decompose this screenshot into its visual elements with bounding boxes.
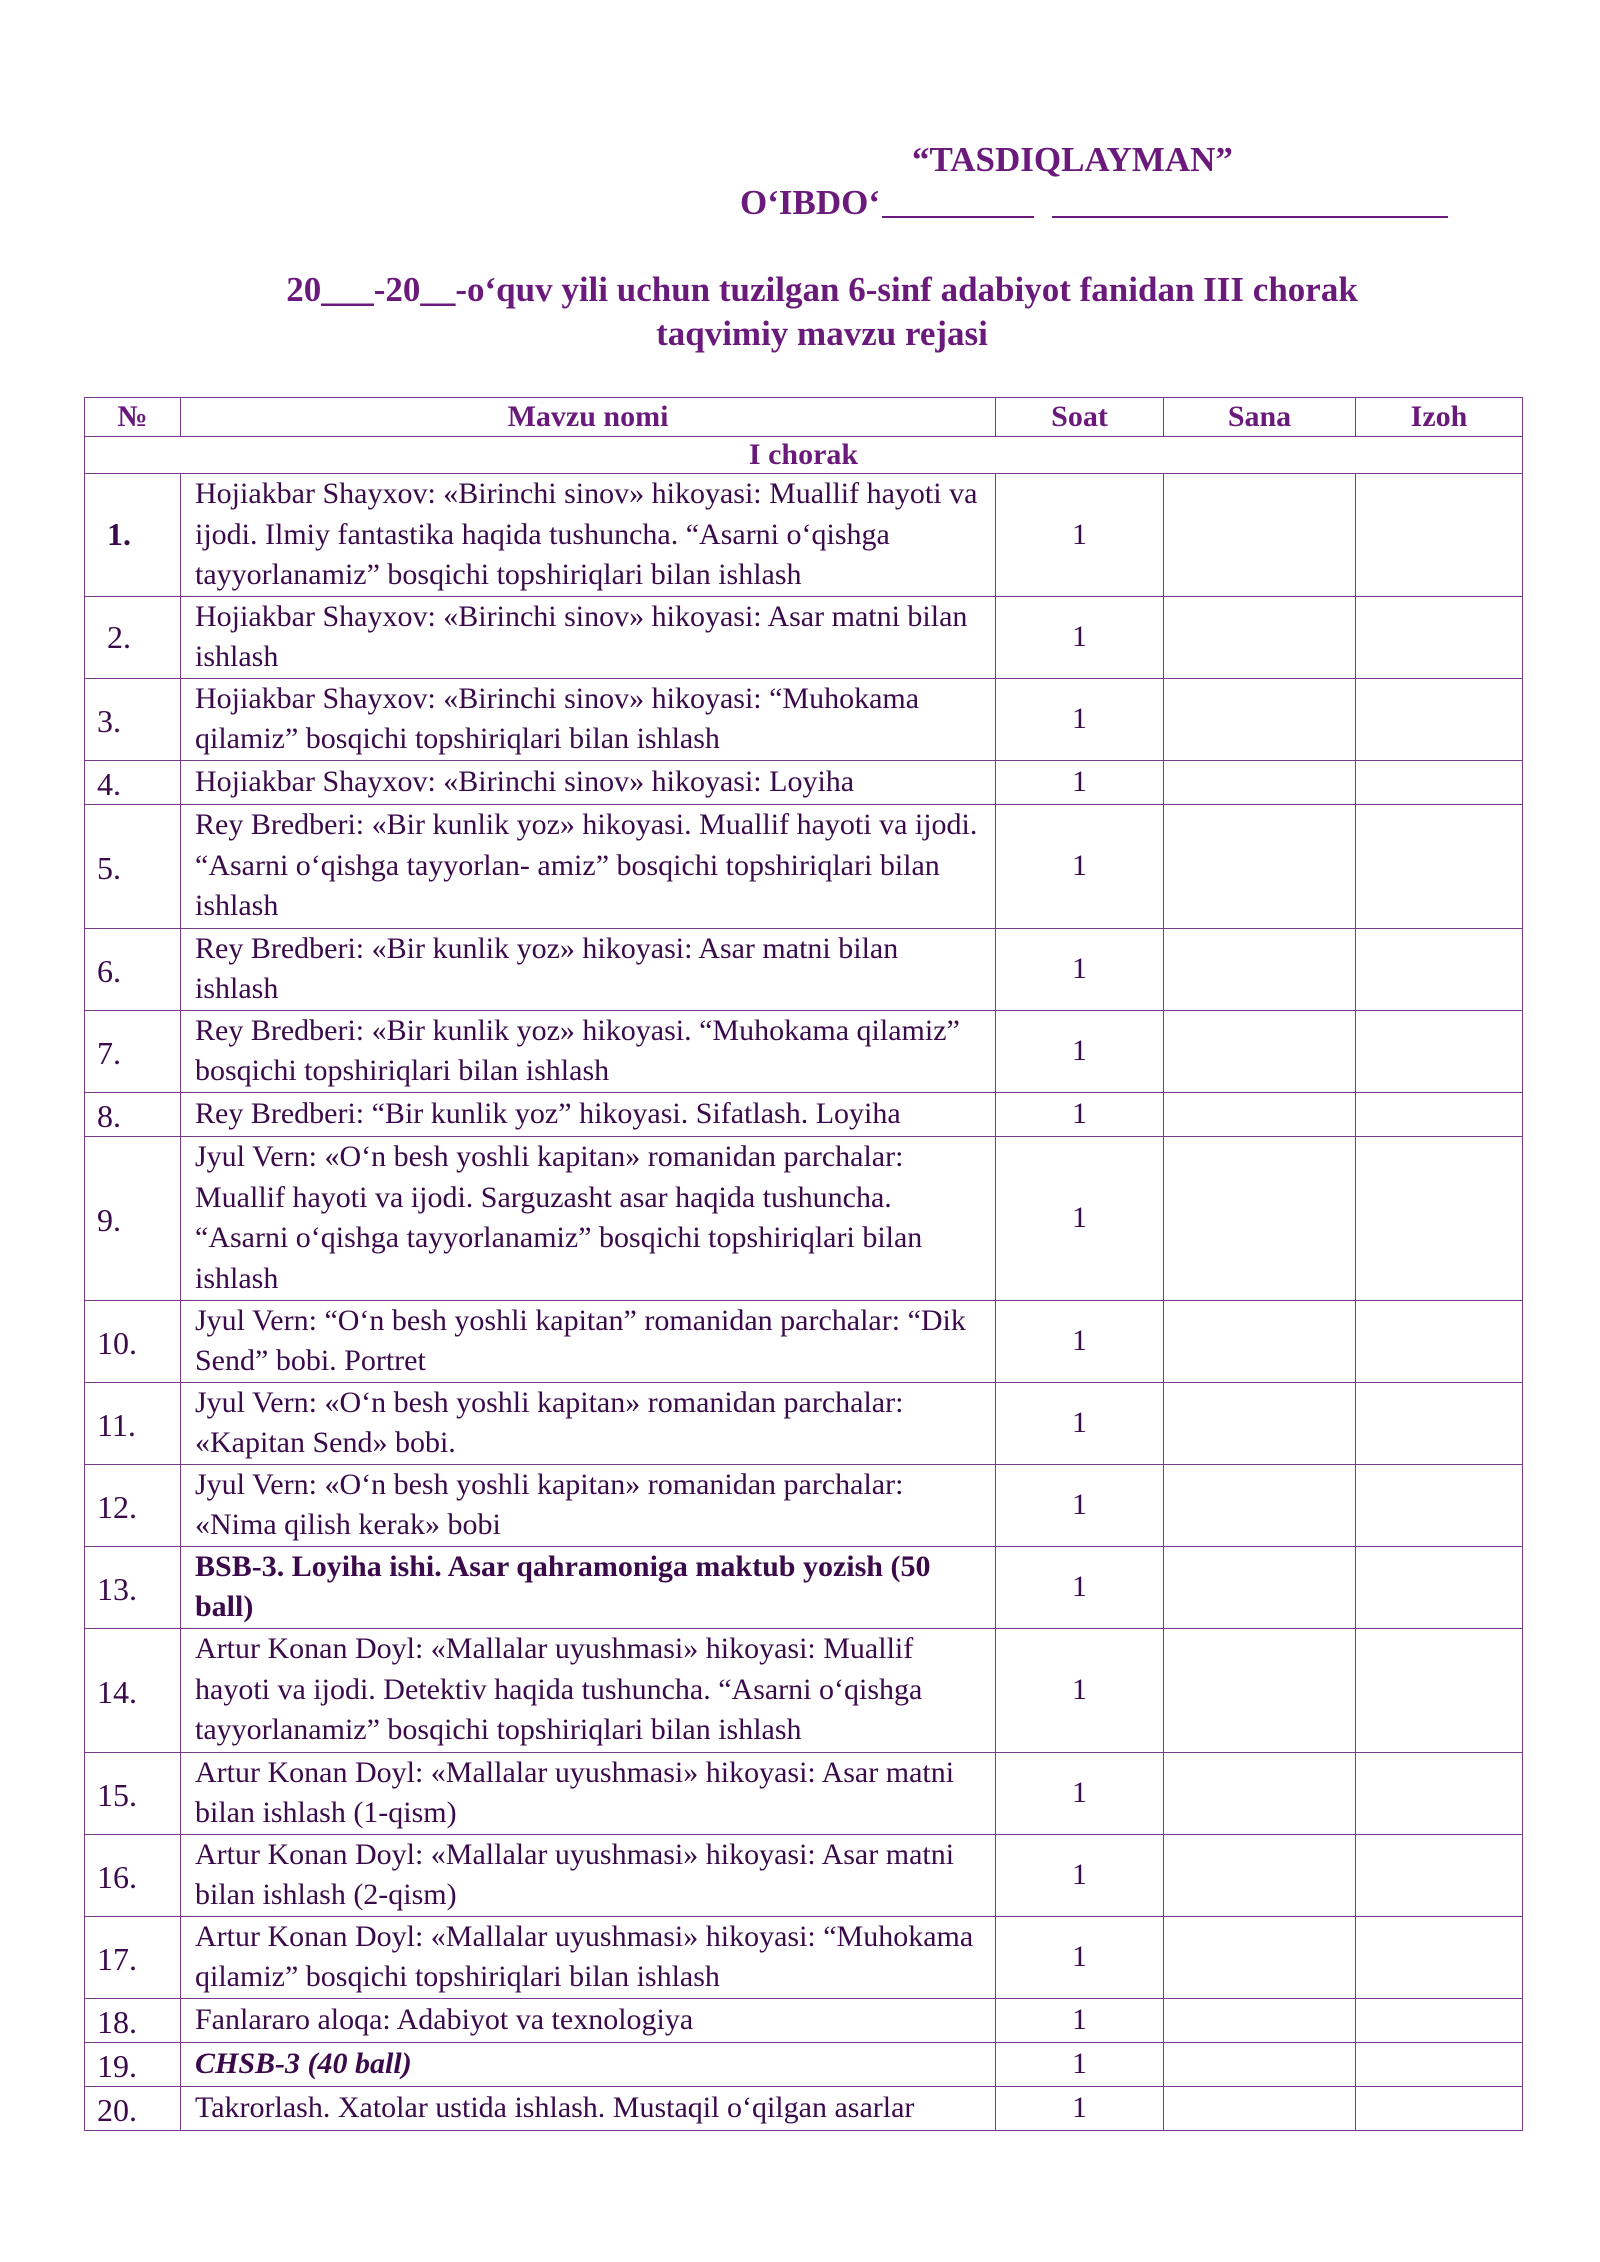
row-number: 6. bbox=[85, 928, 181, 1010]
row-date bbox=[1164, 1998, 1356, 2042]
row-hours: 1 bbox=[996, 596, 1164, 678]
quarter-label: I chorak bbox=[85, 437, 1523, 474]
row-number: 2. bbox=[85, 596, 181, 678]
row-hours: 1 bbox=[996, 1916, 1164, 1998]
row-number: 7. bbox=[85, 1010, 181, 1092]
row-hours: 1 bbox=[996, 1752, 1164, 1834]
row-topic: Hojiakbar Shayxov: «Birinchi sinov» hikoyasi: “Muhokama qilamiz” bosqichi topshiriqlari bilan ishlash bbox=[181, 678, 996, 760]
row-note bbox=[1356, 474, 1523, 597]
col-header-number: № bbox=[85, 398, 181, 437]
row-hours: 1 bbox=[996, 1092, 1164, 1136]
row-number: 3. bbox=[85, 678, 181, 760]
row-note bbox=[1356, 804, 1523, 928]
row-hours: 1 bbox=[996, 678, 1164, 760]
row-number: 1. bbox=[85, 474, 181, 597]
row-topic: Jyul Vern: «O‘n besh yoshli kapitan» romanidan parchalar: «Nima qilish kerak» bobi bbox=[181, 1464, 996, 1546]
row-topic: CHSB-3 (40 ball) bbox=[181, 2042, 996, 2086]
table-row bbox=[85, 1136, 1523, 1300]
row-number: 9. bbox=[85, 1136, 181, 1300]
signature-blank bbox=[882, 186, 1034, 218]
row-note bbox=[1356, 1382, 1523, 1464]
row-note bbox=[1356, 1546, 1523, 1628]
col-header-note: Izoh bbox=[1356, 398, 1523, 437]
table-row bbox=[85, 1628, 1523, 1752]
table-row bbox=[85, 1998, 1523, 2042]
row-hours: 1 bbox=[996, 1546, 1164, 1628]
table-row bbox=[85, 678, 1523, 760]
row-date bbox=[1164, 1092, 1356, 1136]
quarter-row bbox=[85, 437, 1523, 474]
row-topic: Artur Konan Doyl: «Mallalar uyushmasi» hikoyasi: Muallif hayoti va ijodi. Detektiv haqida tushuncha. “Asarni o‘qishga tayyorlanamiz” bosqichi topshiriqlari bilan ishlash bbox=[181, 1628, 996, 1752]
director-signature-line bbox=[740, 183, 1448, 223]
row-hours: 1 bbox=[996, 760, 1164, 804]
row-number: 4. bbox=[85, 760, 181, 804]
approval-heading: “TASDIQLAYMAN” bbox=[912, 140, 1233, 179]
title-line-1: 20___-20__-o‘quv yili uchun tuzilgan 6-sinf adabiyot fanidan III chorak bbox=[286, 270, 1358, 309]
row-topic: Fanlararo aloqa: Adabiyot va texnologiya bbox=[181, 1998, 996, 2042]
row-topic: Rey Bredberi: «Bir kunlik yoz» hikoyasi. “Muhokama qilamiz” bosqichi topshiriqlari bilan ishlash bbox=[181, 1010, 996, 1092]
table-row bbox=[85, 474, 1523, 597]
table-row bbox=[85, 1546, 1523, 1628]
table-row bbox=[85, 804, 1523, 928]
row-hours: 1 bbox=[996, 1382, 1164, 1464]
row-date bbox=[1164, 1628, 1356, 1752]
row-note bbox=[1356, 1300, 1523, 1382]
row-hours: 1 bbox=[996, 2042, 1164, 2086]
row-topic: Jyul Vern: “O‘n besh yoshli kapitan” romanidan parchalar: “Dik Send” bobi. Portret bbox=[181, 1300, 996, 1382]
table-row bbox=[85, 1916, 1523, 1998]
row-note bbox=[1356, 2086, 1523, 2130]
table-row bbox=[85, 1382, 1523, 1464]
row-topic: BSB-3. Loyiha ishi. Asar qahramoniga maktub yozish (50 ball) bbox=[181, 1546, 996, 1628]
row-topic: Hojiakbar Shayxov: «Birinchi sinov» hikoyasi: Muallif hayoti va ijodi. Ilmiy fantastika haqida tushuncha. “Asarni o‘qishga tayyorlanamiz” bosqichi topshiriqlari bilan ishlash bbox=[181, 474, 996, 597]
row-number: 15. bbox=[85, 1752, 181, 1834]
row-date bbox=[1164, 1382, 1356, 1464]
row-note bbox=[1356, 1136, 1523, 1300]
row-date bbox=[1164, 2086, 1356, 2130]
row-note bbox=[1356, 1916, 1523, 1998]
row-hours: 1 bbox=[996, 1834, 1164, 1916]
table-row bbox=[85, 928, 1523, 1010]
table-row bbox=[85, 1300, 1523, 1382]
row-date bbox=[1164, 2042, 1356, 2086]
table-row bbox=[85, 2042, 1523, 2086]
name-blank bbox=[1052, 186, 1448, 218]
row-hours: 1 bbox=[996, 1464, 1164, 1546]
row-number: 10. bbox=[85, 1300, 181, 1382]
row-date bbox=[1164, 1010, 1356, 1092]
col-header-hours: Soat bbox=[996, 398, 1164, 437]
row-number: 11. bbox=[85, 1382, 181, 1464]
row-date bbox=[1164, 596, 1356, 678]
row-number: 12. bbox=[85, 1464, 181, 1546]
col-header-date: Sana bbox=[1164, 398, 1356, 437]
row-hours: 1 bbox=[996, 1300, 1164, 1382]
row-number: 13. bbox=[85, 1546, 181, 1628]
row-hours: 1 bbox=[996, 928, 1164, 1010]
row-date bbox=[1164, 1546, 1356, 1628]
row-topic: Rey Bredberi: «Bir kunlik yoz» hikoyasi. Muallif hayoti va ijodi. “Asarni o‘qishga tayyorlan- amiz” bosqichi topshiriqlari bilan ishlash bbox=[181, 804, 996, 928]
row-note bbox=[1356, 1628, 1523, 1752]
row-date bbox=[1164, 1752, 1356, 1834]
table-row bbox=[85, 1464, 1523, 1546]
table-row bbox=[85, 596, 1523, 678]
row-topic: Artur Konan Doyl: «Mallalar uyushmasi» hikoyasi: Asar matni bilan ishlash (1-qism) bbox=[181, 1752, 996, 1834]
row-number: 19. bbox=[85, 2042, 181, 2086]
table-row bbox=[85, 1834, 1523, 1916]
table-row bbox=[85, 1092, 1523, 1136]
row-hours: 1 bbox=[996, 1136, 1164, 1300]
row-note bbox=[1356, 1010, 1523, 1092]
row-number: 17. bbox=[85, 1916, 181, 1998]
row-topic: Jyul Vern: «O‘n besh yoshli kapitan» romanidan parchalar: «Kapitan Send» bobi. bbox=[181, 1382, 996, 1464]
row-note bbox=[1356, 596, 1523, 678]
table-row bbox=[85, 760, 1523, 804]
row-topic: Artur Konan Doyl: «Mallalar uyushmasi» hikoyasi: Asar matni bilan ishlash (2-qism) bbox=[181, 1834, 996, 1916]
row-hours: 1 bbox=[996, 804, 1164, 928]
row-number: 5. bbox=[85, 804, 181, 928]
row-date bbox=[1164, 1464, 1356, 1546]
title-line-2: taqvimiy mavzu rejasi bbox=[656, 314, 988, 353]
row-hours: 1 bbox=[996, 1010, 1164, 1092]
row-topic: Hojiakbar Shayxov: «Birinchi sinov» hikoyasi: Loyiha bbox=[181, 760, 996, 804]
row-number: 20. bbox=[85, 2086, 181, 2130]
row-note bbox=[1356, 1752, 1523, 1834]
row-note bbox=[1356, 678, 1523, 760]
row-note bbox=[1356, 1092, 1523, 1136]
row-hours: 1 bbox=[996, 1628, 1164, 1752]
row-note bbox=[1356, 1464, 1523, 1546]
row-hours: 1 bbox=[996, 1998, 1164, 2042]
row-date bbox=[1164, 928, 1356, 1010]
director-label: O‘IBDO‘ bbox=[740, 183, 880, 222]
row-number: 8. bbox=[85, 1092, 181, 1136]
row-topic: Rey Bredberi: “Bir kunlik yoz” hikoyasi. Sifatlash. Loyiha bbox=[181, 1092, 996, 1136]
row-number: 16. bbox=[85, 1834, 181, 1916]
row-note bbox=[1356, 1834, 1523, 1916]
row-topic: Takrorlash. Xatolar ustida ishlash. Mustaqil o‘qilgan asarlar bbox=[181, 2086, 996, 2130]
row-topic: Jyul Vern: «O‘n besh yoshli kapitan» romanidan parchalar: Muallif hayoti va ijodi. Sarguzasht asar haqida tushuncha. “Asarni o‘qishga tayyorlanamiz” bosqichi topshiriqlari bilan ishlash bbox=[181, 1136, 996, 1300]
row-note bbox=[1356, 1998, 1523, 2042]
document-title bbox=[84, 268, 1560, 356]
row-date bbox=[1164, 1300, 1356, 1382]
table-row bbox=[85, 1752, 1523, 1834]
row-topic: Rey Bredberi: «Bir kunlik yoz» hikoyasi: Asar matni bilan ishlash bbox=[181, 928, 996, 1010]
row-date bbox=[1164, 1916, 1356, 1998]
table-header-row bbox=[85, 398, 1523, 437]
row-note bbox=[1356, 760, 1523, 804]
table-row bbox=[85, 1010, 1523, 1092]
row-date bbox=[1164, 1136, 1356, 1300]
row-date bbox=[1164, 474, 1356, 597]
row-date bbox=[1164, 1834, 1356, 1916]
table-row bbox=[85, 2086, 1523, 2130]
row-number: 14. bbox=[85, 1628, 181, 1752]
row-topic: Hojiakbar Shayxov: «Birinchi sinov» hikoyasi: Asar matni bilan ishlash bbox=[181, 596, 996, 678]
col-header-topic: Mavzu nomi bbox=[181, 398, 996, 437]
row-hours: 1 bbox=[996, 474, 1164, 597]
row-number: 18. bbox=[85, 1998, 181, 2042]
row-date bbox=[1164, 804, 1356, 928]
row-topic: Artur Konan Doyl: «Mallalar uyushmasi» hikoyasi: “Muhokama qilamiz” bosqichi topshiriqlari bilan ishlash bbox=[181, 1916, 996, 1998]
row-hours: 1 bbox=[996, 2086, 1164, 2130]
row-date bbox=[1164, 760, 1356, 804]
row-note bbox=[1356, 928, 1523, 1010]
lesson-plan-table bbox=[84, 397, 1523, 2131]
row-note bbox=[1356, 2042, 1523, 2086]
row-date bbox=[1164, 678, 1356, 760]
